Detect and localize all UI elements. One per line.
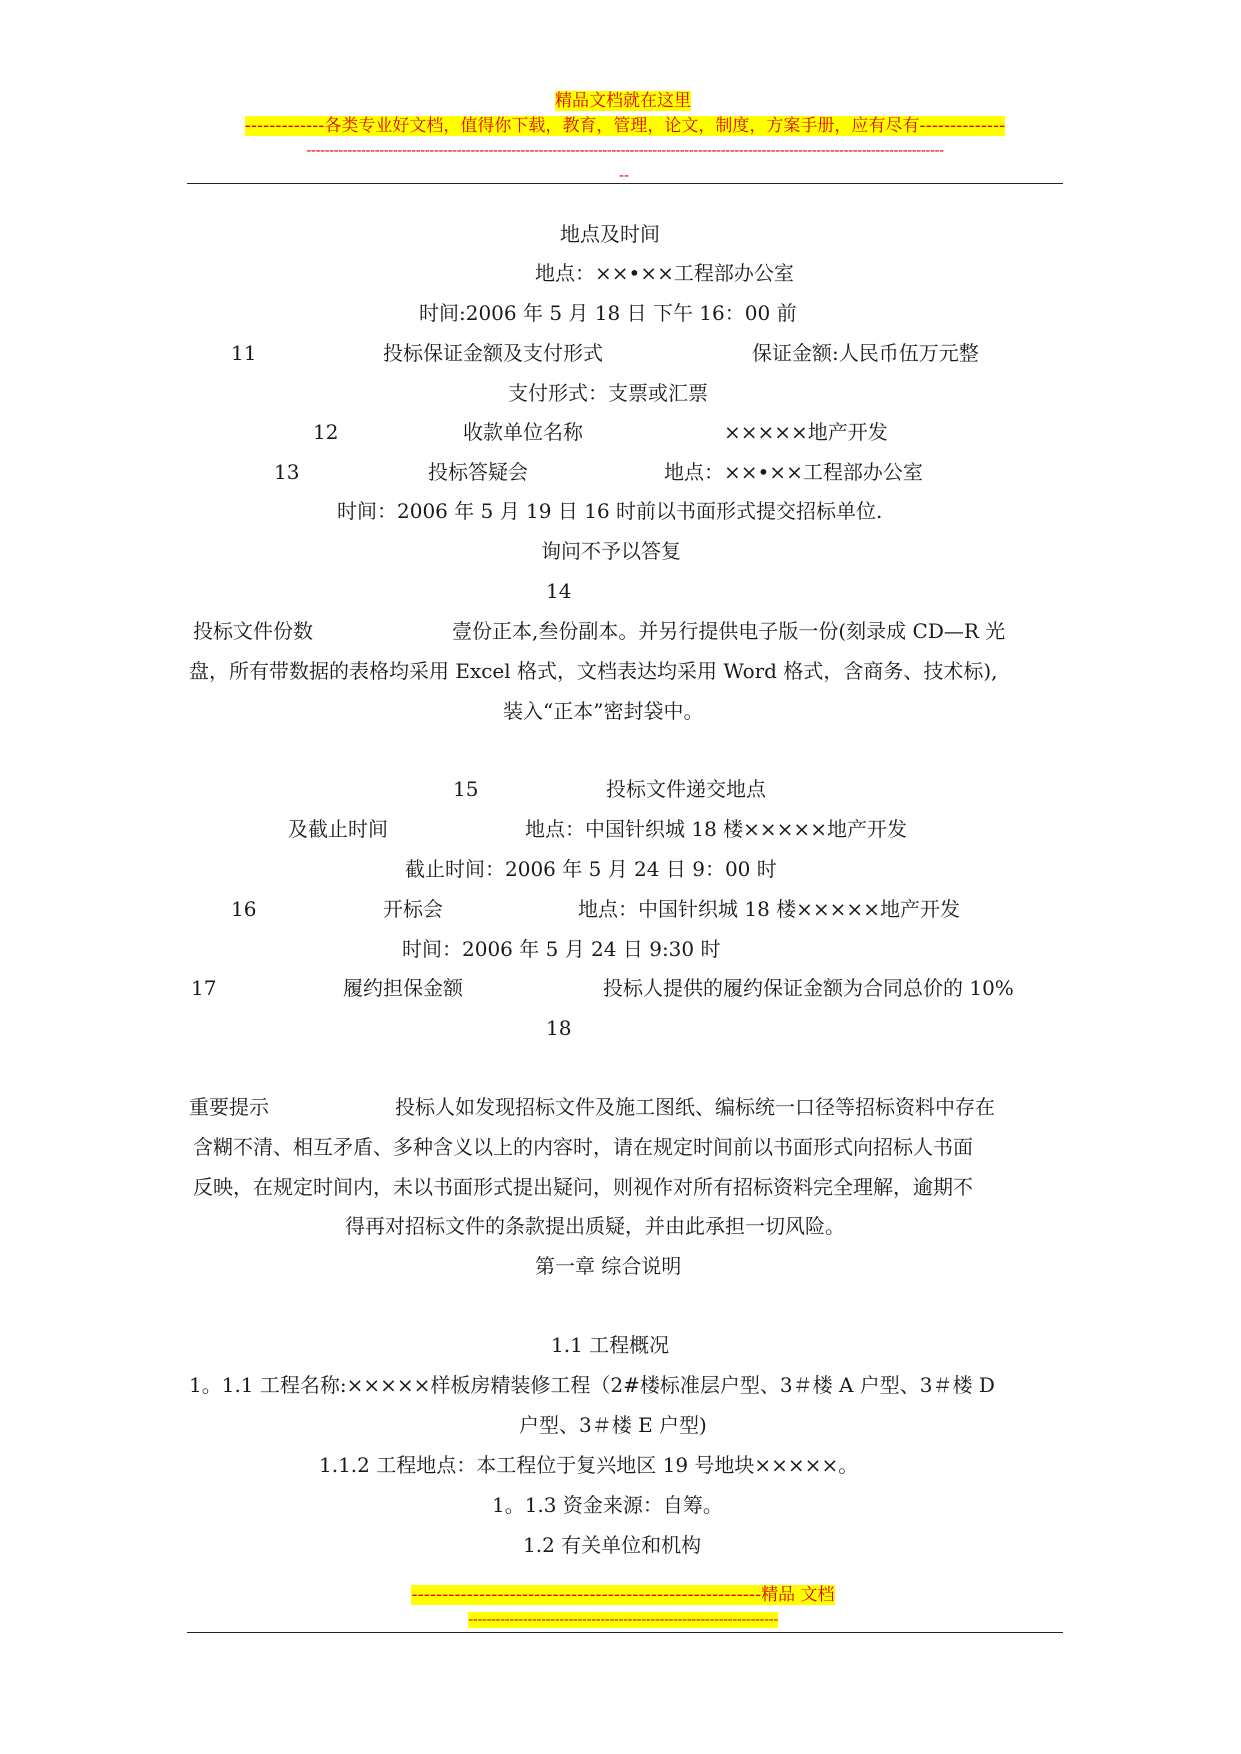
important-notice-text: 投标人如发现招标文件及施工图纸、编标统一口径等招标资料中存在 bbox=[395, 1095, 995, 1119]
item-14-value-line2: 盘，所有带数据的表格均采用 Excel 格式，文档表达均采用 Word 格式，含商务、技术标), bbox=[189, 659, 998, 683]
item-11-label: 投标保证金额及支付形式 bbox=[383, 341, 603, 365]
qa-note-line: 询问不予以答复 bbox=[541, 539, 681, 563]
footer-line1-text: ---------------------------------------------------------精品 文档 bbox=[411, 1585, 835, 1605]
header-rule bbox=[187, 183, 1063, 184]
project-name-line: 1。1.1 工程名称:×××××样板房精装修工程（2#楼标准层户型、3＃楼 A 户型、3＃楼 D bbox=[189, 1373, 995, 1397]
item-14-label: 投标文件份数 bbox=[193, 619, 313, 643]
header-dash-line: -------------------------------------------------------------------------------------------------------------------------------------------- bbox=[306, 143, 944, 159]
header-tagline bbox=[208, 115, 1042, 137]
item-15-label-line2: 及截止时间 bbox=[288, 817, 388, 841]
item-11-value: 保证金额:人民币伍万元整 bbox=[752, 341, 979, 365]
item-13-label: 投标答疑会 bbox=[428, 460, 528, 484]
section-heading-1-1: 1.1 工程概况 bbox=[551, 1333, 670, 1357]
deadline-line: 截止时间：2006 年 5 月 24 日 9：00 时 bbox=[405, 857, 777, 881]
project-name-line2: 户型、3＃楼 E 户型) bbox=[519, 1413, 707, 1437]
header-tagline-text: -------------各类专业好文档，值得你下载，教育，管理，论文，制度，方案手册，应有尽有-------------- bbox=[244, 116, 1006, 136]
item-13-value: 地点：××•××工程部办公室 bbox=[664, 460, 923, 484]
item-16-value: 地点：中国针织城 18 楼×××××地产开发 bbox=[578, 897, 960, 921]
project-location-line: 1.1.2 工程地点：本工程位于复兴地区 19 号地块×××××。 bbox=[319, 1453, 859, 1477]
item-13-number: 13 bbox=[274, 460, 300, 484]
item-18-number: 18 bbox=[546, 1016, 572, 1040]
important-notice-label: 重要提示 bbox=[189, 1095, 269, 1119]
item-15-value: 地点：中国针织城 18 楼×××××地产开发 bbox=[525, 817, 907, 841]
important-notice-line4: 得再对招标文件的条款提出质疑，并由此承担一切风险。 bbox=[345, 1214, 845, 1238]
opening-time-line: 时间：2006 年 5 月 24 日 9:30 时 bbox=[402, 937, 721, 961]
header-dash-tail: -- bbox=[618, 168, 630, 184]
important-notice-line2: 含糊不清、相互矛盾、多种含义以上的内容时，请在规定时间前以书面形式向招标人书面 bbox=[193, 1135, 973, 1159]
important-notice-line3: 反映，在规定时间内，未以书面形式提出疑问，则视作对所有招标资料完全理解，逾期不 bbox=[193, 1175, 973, 1199]
funding-source-line: 1。1.3 资金来源：自筹。 bbox=[492, 1493, 723, 1517]
item-16-label: 开标会 bbox=[383, 897, 443, 921]
item-12-label: 收款单位名称 bbox=[463, 420, 583, 444]
item-11-number: 11 bbox=[231, 341, 257, 365]
footer-line2-text: -------------------------------------------------------------------- bbox=[468, 1612, 778, 1628]
header-title bbox=[548, 90, 698, 112]
chapter-heading: 第一章 综合说明 bbox=[535, 1254, 682, 1278]
location-line: 地点：××•××工程部办公室 bbox=[535, 261, 794, 285]
item-14-value-line3: 装入“正本”密封袋中。 bbox=[503, 699, 704, 723]
location-time-heading: 地点及时间 bbox=[560, 222, 660, 246]
item-15-number: 15 bbox=[453, 777, 479, 801]
qa-time-line: 时间：2006 年 5 月 19 日 16 时前以书面形式提交招标单位. bbox=[337, 499, 883, 523]
header-title-text: 精品文档就在这里 bbox=[555, 91, 691, 111]
item-14-number: 14 bbox=[546, 579, 572, 603]
item-14-value: 壹份正本,叁份副本。并另行提供电子版一份(刻录成 CD—R 光 bbox=[452, 619, 1006, 643]
footer-line1 bbox=[398, 1584, 848, 1606]
item-16-number: 16 bbox=[231, 897, 257, 921]
item-15-label: 投标文件递交地点 bbox=[606, 777, 766, 801]
item-17-label: 履约担保金额 bbox=[343, 976, 463, 1000]
section-heading-1-2: 1.2 有关单位和机构 bbox=[523, 1533, 702, 1557]
time-line: 时间:2006 年 5 月 18 日 下午 16：00 前 bbox=[419, 301, 797, 325]
footer-line2 bbox=[403, 1610, 843, 1630]
item-17-number: 17 bbox=[191, 976, 217, 1000]
item-17-value: 投标人提供的履约保证金额为合同总价的 10% bbox=[603, 976, 1014, 1000]
item-12-number: 12 bbox=[313, 420, 339, 444]
payment-form-line: 支付形式：支票或汇票 bbox=[508, 381, 708, 405]
footer-rule bbox=[187, 1632, 1063, 1633]
item-12-value: ×××××地产开发 bbox=[724, 420, 888, 444]
